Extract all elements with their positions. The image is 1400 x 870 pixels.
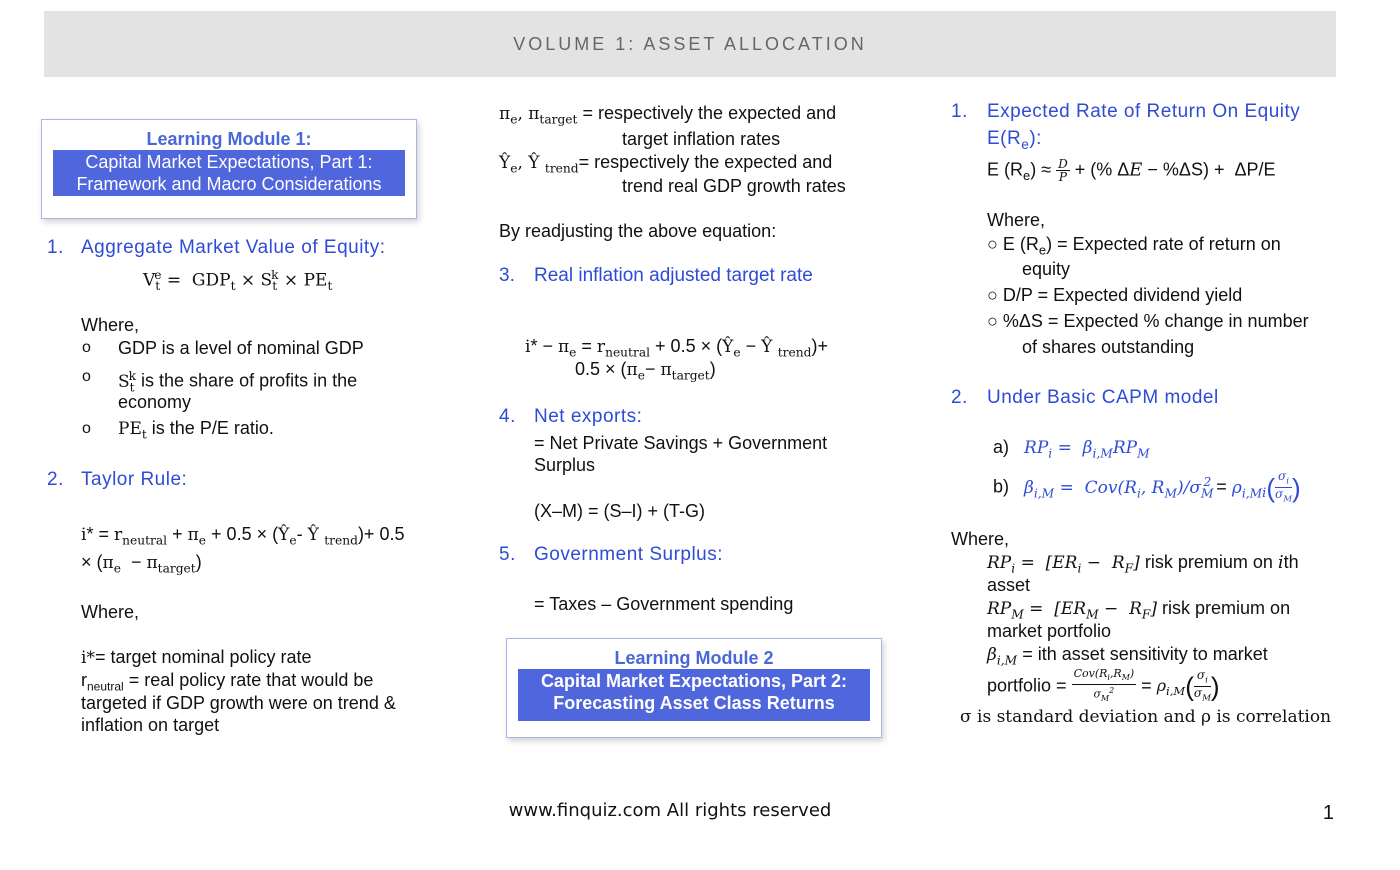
taylor-rule-formula-line2: × $(\pi_e - \pi_{target})$: [81, 552, 202, 576]
c2-s4b: Surplus: [534, 455, 596, 475]
real-target-rate-formula-line1: $i* - \pi_e = r_{neutral} + 0.5$ × ($Ŷ_e$ − Ŷ $_{trend}$)+: [525, 336, 828, 360]
c3-portfolio: portfolio = $\frac{Cov(R_i,R_M)}{\sigma_M^2}$ = $\rho_{i,M}$( $\frac{\sigma_i}{\sigma_M}$ ): [987, 667, 1220, 704]
c2-def1a: = respectively the expected and: [582, 103, 837, 123]
c2-def2a: = respectively the expected and: [578, 152, 833, 172]
c3-b1c: equity: [1022, 259, 1071, 279]
c3-section1-title1: Expected Rate of Return On Equity: [987, 101, 1301, 122]
capm-b-label: b): [993, 476, 1010, 497]
capm-b: b) $\beta_{i,M} = Cov(R_i$, $R_M)/\sigma_M^2 = \rho_{i,Mi}$( $\frac{\sigma_i}{\sigma_M}$ ): [993, 469, 1301, 505]
c2-section3-title: Real inflation adjusted target rate: [534, 265, 813, 286]
c1-b2a: is the share of profits in the: [141, 370, 358, 391]
taylor-rule-formula-line1: $i* = r_{neutral} + \pi_e + 0.5$ × ($Ŷ_e-$ Ŷ $_{trend}$)+ 0.5: [81, 524, 405, 548]
c3-beta-text: = ith asset sensitivity to market: [1022, 644, 1268, 664]
c3-section1-title2: $E(R_e)$:: [987, 128, 1042, 152]
lm1-line2: Framework and Macro Considerations: [76, 174, 382, 194]
c2-section4-num: 4.: [499, 406, 516, 427]
c1-section2-title: Taylor Rule:: [81, 469, 188, 490]
c1-where2: Where,: [81, 602, 140, 622]
c3-where: Where,: [987, 210, 1046, 230]
footer-copyright: www.finquiz.com All rights reserved: [508, 800, 832, 821]
c3-bullet-1: ○: [987, 234, 998, 254]
lm2-title: Learning Module 2: [614, 648, 774, 668]
c2-def1b: target inflation rates: [622, 129, 781, 149]
c3-b2: [987, 284, 1242, 306]
equity-value-formula: $V_t^e = GDP_t \times S_t^k \times PE_t$: [143, 268, 333, 294]
lm2-line1: Capital Market Expectations, Part 2:: [540, 671, 848, 691]
lm2-band: [518, 669, 870, 721]
c2-s4a: = Net Private Savings + Government: [534, 433, 828, 453]
c2-section3-num: 3.: [499, 265, 515, 286]
c1-b3-formula: $PE_t$ is the P/E ratio.: [118, 418, 274, 442]
c1-d1: i*= target nominal policy rate: [81, 647, 312, 668]
real-target-rate-formula-line2: $0.5 \times (\pi_e- \pi_{target})$: [575, 359, 716, 383]
c1-section2-num: 2.: [47, 469, 64, 490]
c1-d2b: targeted if GDP growth were on trend &: [81, 693, 396, 713]
c3-rpm: $RP_M = [ER_M - R_F]$ risk premium on: [987, 598, 1291, 622]
c2-readjust: By readjusting the above equation:: [499, 221, 777, 241]
c3-section1-num: 1.: [951, 101, 968, 122]
c2-def1-line1: $\pi_e$, $\pi_{target}$ = respectively the expected and: [499, 103, 837, 127]
capm-a-label: a): [993, 437, 1010, 457]
page-number: 1: [1322, 802, 1334, 824]
lm1-band: [53, 150, 405, 196]
c2-def2-line1: $Ŷ_e$, Ŷ $_{trend}$= respectively the expected and: [499, 152, 833, 176]
c1-d2c: inflation on target: [81, 715, 220, 735]
c3-b1b: ) = Expected rate of return on: [1046, 234, 1281, 254]
c1-bullet-2: o: [82, 368, 91, 385]
c2-s4c: (X–M) = (S–I) + (T-G): [534, 501, 706, 521]
c3-section2-num: 2.: [951, 387, 968, 408]
learning-module-1-box: [41, 119, 417, 219]
c3-b1a: E (R: [1002, 234, 1039, 254]
c3-bullet-2: ○: [987, 285, 998, 305]
c1-bullet-3: o: [82, 420, 91, 437]
c3-last-line: σ is standard deviation and ρ is correlation: [960, 707, 1332, 727]
c1-section1-title: Aggregate Market Value of Equity:: [81, 237, 386, 258]
c3-bullet-3: ○: [987, 311, 998, 331]
cov-fraction: $\frac{Cov(R_i,R_M)}{\sigma_M^2}$: [1073, 667, 1135, 704]
c2-section5-title: Government Surplus:: [534, 544, 724, 565]
c1-bullet-1: o: [82, 339, 91, 356]
c3-b3: [987, 310, 1309, 332]
c3-asset: asset: [987, 575, 1031, 595]
c3-market-portfolio: market portfolio: [987, 621, 1112, 641]
sigma-ratio: $\frac{\sigma_i}{\sigma_M}$: [1193, 667, 1211, 704]
c3-where2: Where,: [951, 529, 1010, 549]
c2-def2b: trend real GDP growth rates: [622, 176, 846, 196]
c3-b3b: of shares outstanding: [1022, 337, 1195, 357]
c1-d1-text: = target nominal policy rate: [94, 647, 312, 667]
c1-section1-num: 1.: [47, 237, 64, 258]
c2-section5-num: 5.: [499, 544, 516, 565]
lm1-line1: Capital Market Expectations, Part 1:: [85, 152, 373, 172]
learning-module-2-box: [506, 638, 882, 738]
c3-portfolio-text: portfolio =: [987, 675, 1067, 696]
lm2-line2: Forecasting Asset Class Returns: [553, 693, 835, 713]
c1-d2: $r_{neutral}$ = real policy rate that would be: [81, 670, 374, 694]
c3-section2-title: Under Basic CAPM model: [987, 387, 1219, 408]
c3-rpi-text: risk premium on: [1144, 552, 1278, 572]
header-title: VOLUME 1: ASSET ALLOCATION: [513, 33, 867, 54]
c3-b3a: %ΔS = Expected % change in number: [1002, 311, 1309, 331]
c1-b2-formula: $S_t^k$ is the share of profits in the: [118, 369, 358, 395]
sigma-ratio-b: $\frac{\sigma_i}{\sigma_M}$: [1274, 469, 1293, 505]
c1-b3: is the P/E ratio.: [151, 418, 274, 438]
c3-beta: $\beta_{i,M}$ = ith asset sensitivity to market: [987, 644, 1268, 668]
capm-a: a) $RP_i = \beta_{i,M}RP_M$: [993, 437, 1150, 461]
c1-d2a: = real policy rate that would be: [128, 670, 374, 690]
c3-b1: ○ E $(R_e)$ = Expected rate of return on: [987, 234, 1281, 258]
c3-b2-text: D/P = Expected dividend yield: [1002, 285, 1243, 305]
dp-fraction: $\frac{D}{P}$: [1058, 157, 1068, 184]
c2-section4-title: Net exports:: [534, 406, 643, 427]
lm1-title: Learning Module 1:: [146, 129, 312, 149]
page-header: [44, 11, 1336, 77]
c1-b1: GDP is a level of nominal GDP: [118, 338, 364, 358]
c1-b2b: economy: [118, 392, 192, 412]
c1-where: Where,: [81, 315, 140, 335]
c3-rpm-text: risk premium on: [1162, 598, 1291, 618]
c3-rpi: $RP_i = [ER_i - R_F]$ risk premium on ith: [987, 552, 1299, 576]
c3-rpi-tail: th: [1283, 552, 1299, 572]
c2-s5a: = Taxes – Government spending: [534, 594, 794, 614]
expected-return-formula: E $(R_e)$ ≈ $\frac{D}{P}$ + (% ΔE − %ΔS) + ΔP/E: [987, 157, 1276, 184]
c3-er-label: E(R: [987, 128, 1022, 149]
